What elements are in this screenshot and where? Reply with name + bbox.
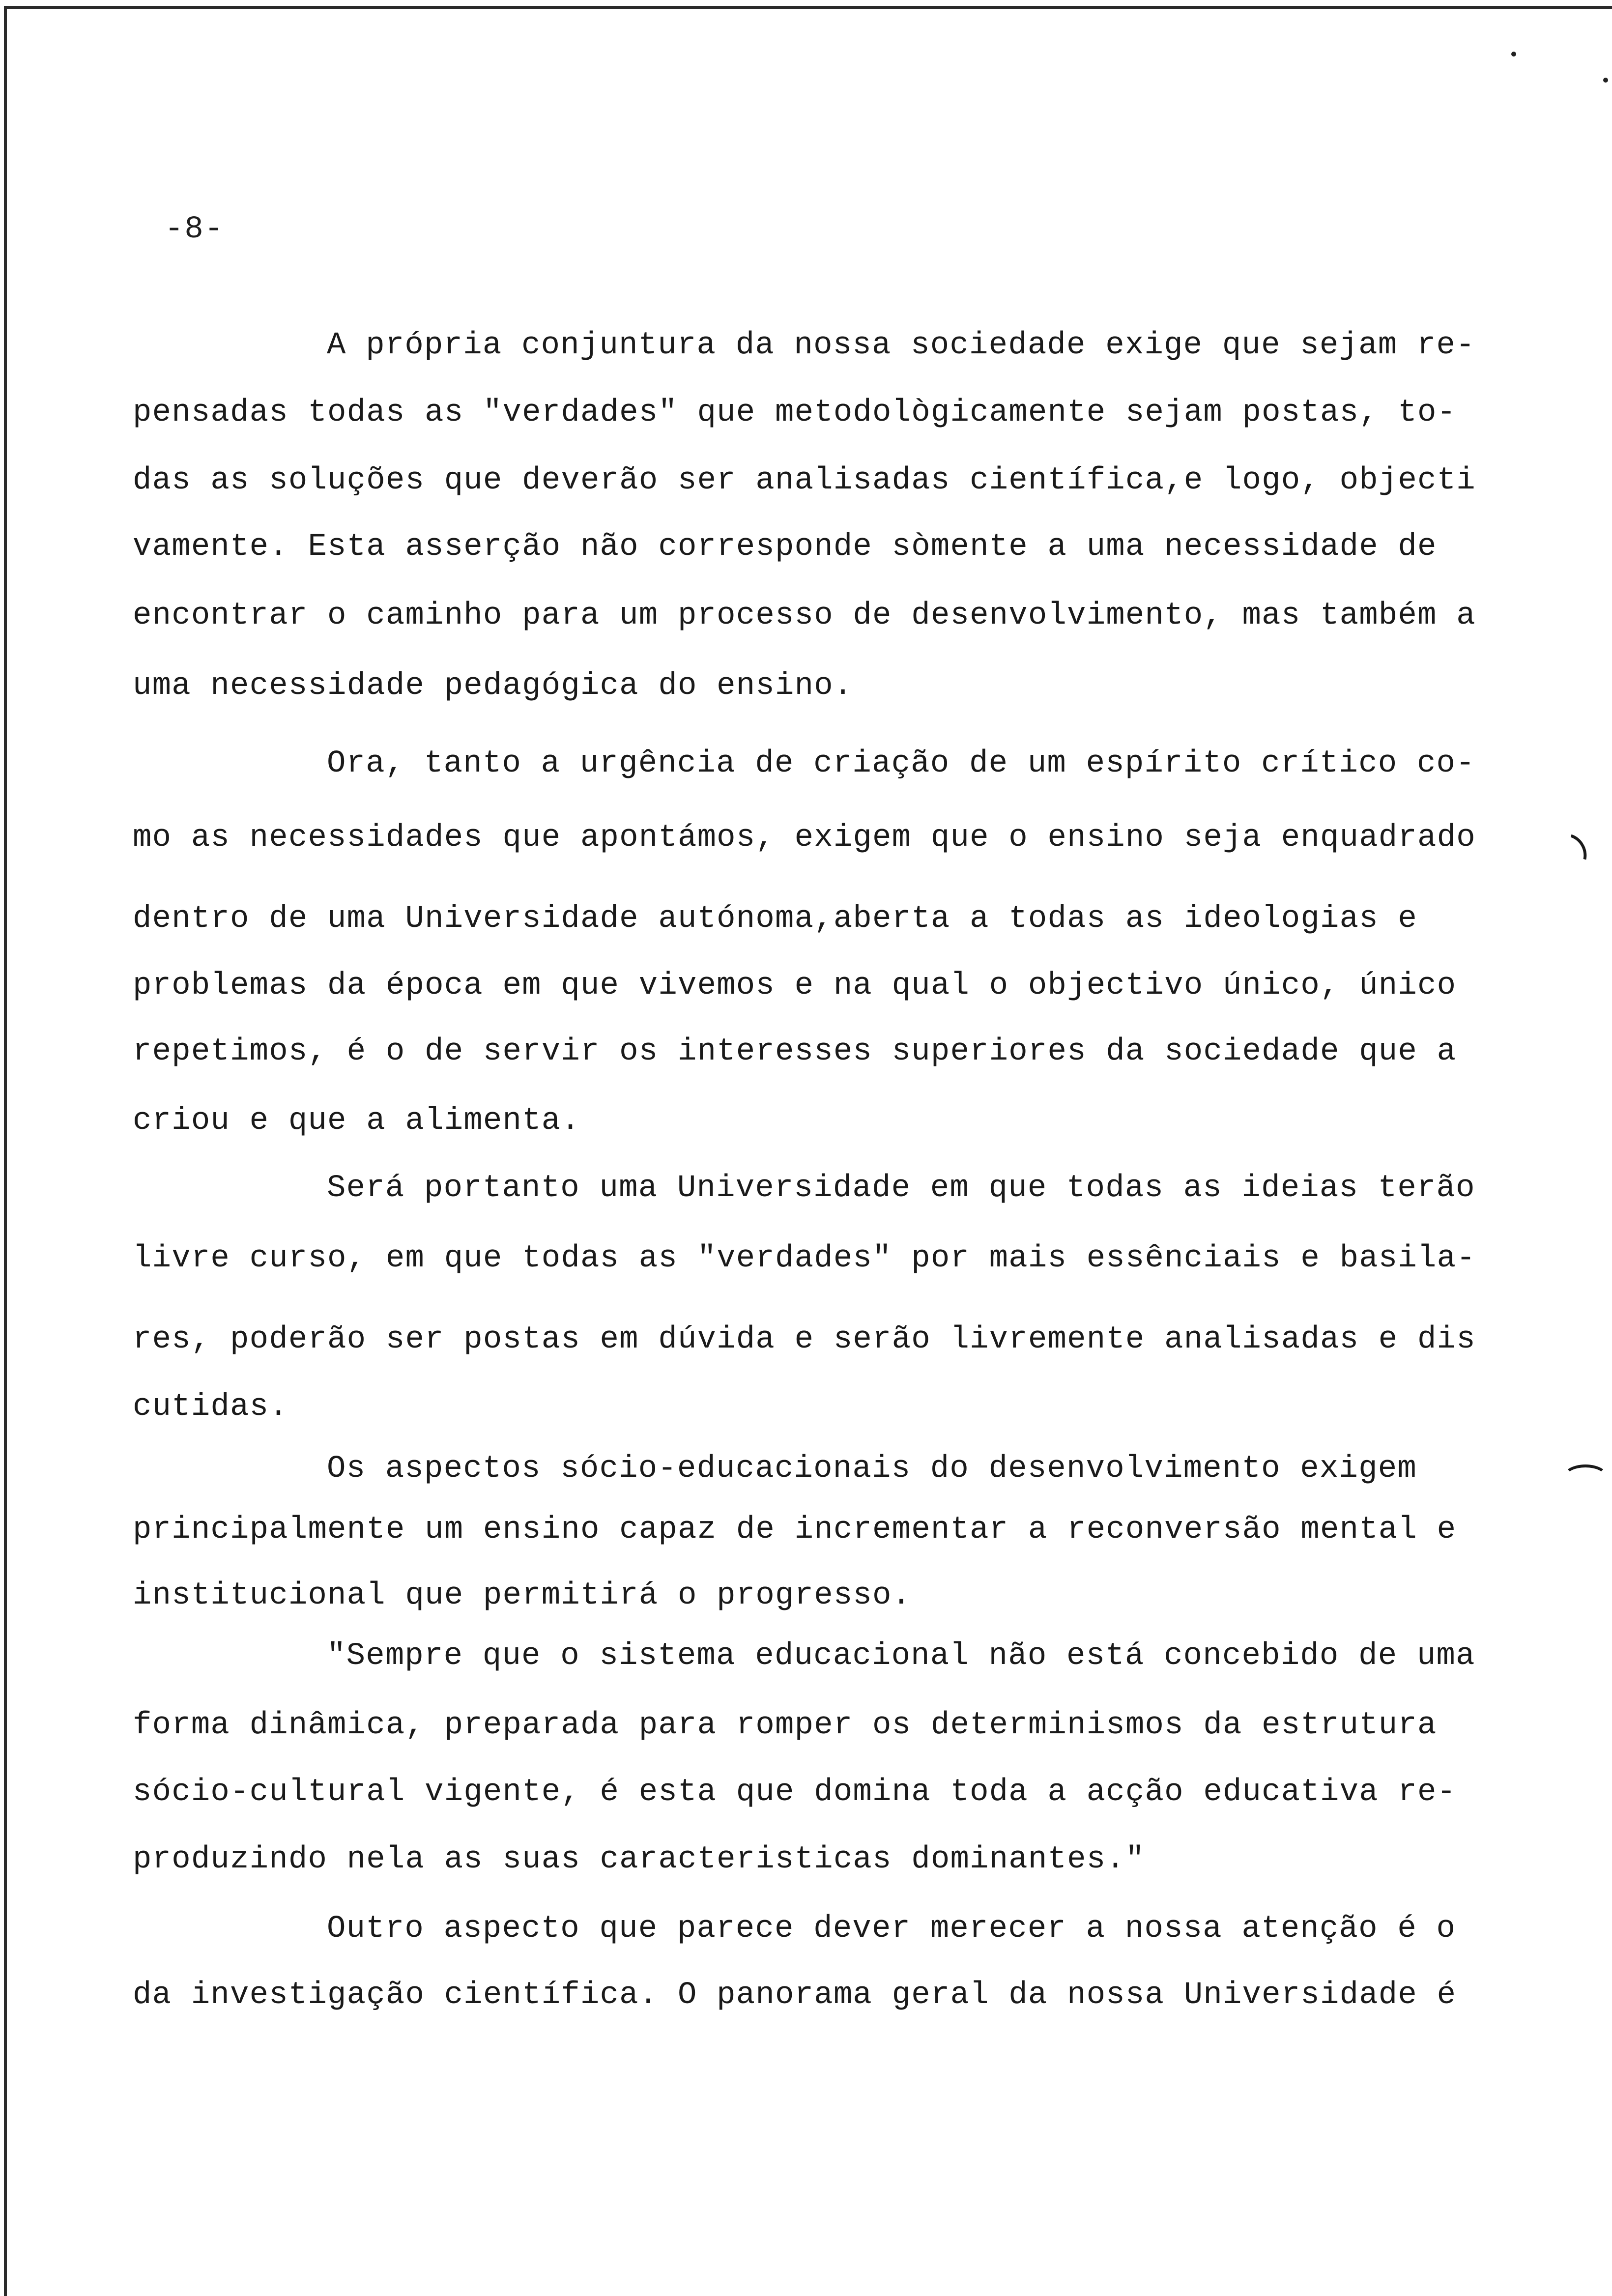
text-line: uma necessidade pedagógica do ensino. — [133, 668, 853, 704]
text-line: mo as necessidades que apontámos, exigem que o ensino seja enquadrado — [133, 820, 1476, 856]
margin-pencil-mark — [1543, 827, 1593, 879]
text-line: livre curso, em que todas as "verdades" por mais essênciais e basila- — [133, 1241, 1476, 1276]
text-line: da investigação científica. O panorama geral da nossa Universidade é — [133, 1978, 1457, 2013]
ink-speck — [1603, 78, 1608, 83]
text-line: Será portanto uma Universidade em que todas as ideias terão — [327, 1171, 1475, 1206]
text-line: "Sempre que o sistema educacional não está concebido de uma — [327, 1638, 1475, 1674]
text-line: problemas da época em que vivemos e na qual o objectivo único, único — [133, 968, 1457, 1004]
text-line: A própria conjuntura da nossa sociedade exige que sejam re- — [327, 328, 1475, 363]
text-line: dentro de uma Universidade autónoma,aberta a todas as ideologias e — [133, 901, 1418, 937]
ink-speck — [1511, 52, 1516, 57]
text-line: pensadas todas as "verdades" que metodològicamente sejam postas, to- — [133, 395, 1457, 430]
text-line: repetimos, é o de servir os interesses superiores da sociedade que a — [133, 1034, 1457, 1069]
text-line: forma dinâmica, preparada para romper os determinismos da estrutura — [133, 1708, 1437, 1743]
text-line: Outro aspecto que parece dever merecer a nossa atenção é o — [327, 1911, 1456, 1947]
text-line: encontrar o caminho para um processo de desenvolvimento, mas também a — [133, 598, 1476, 633]
text-line: criou e que a alimenta. — [133, 1103, 580, 1139]
text-line: Ora, tanto a urgência de criação de um espírito crítico co- — [327, 746, 1475, 781]
text-line: sócio-cultural vigente, é esta que domina toda a acção educativa re- — [133, 1775, 1457, 1810]
text-line: cutidas. — [133, 1389, 288, 1425]
text-line: vamente. Esta asserção não corresponde sòmente a uma necessidade de — [133, 529, 1437, 565]
page-top-edge — [6, 6, 1612, 9]
text-line: das as soluções que deverão ser analisadas científica,e logo, objecti — [133, 463, 1476, 498]
text-line: produzindo nela as suas caracteristicas dominantes." — [133, 1842, 1145, 1877]
page-left-edge — [4, 6, 7, 2296]
text-line: res, poderão ser postas em dúvida e serão livremente analisadas e dis — [133, 1322, 1476, 1357]
text-line: institucional que permitirá o progresso. — [133, 1578, 912, 1613]
page-number: -8- — [165, 212, 225, 247]
margin-pencil-mark — [1563, 1464, 1608, 1490]
text-line: principalmente um ensino capaz de incrementar a reconversão mental e — [133, 1512, 1457, 1548]
text-line: Os aspectos sócio-educacionais do desenvolvimento exigem — [327, 1451, 1417, 1487]
